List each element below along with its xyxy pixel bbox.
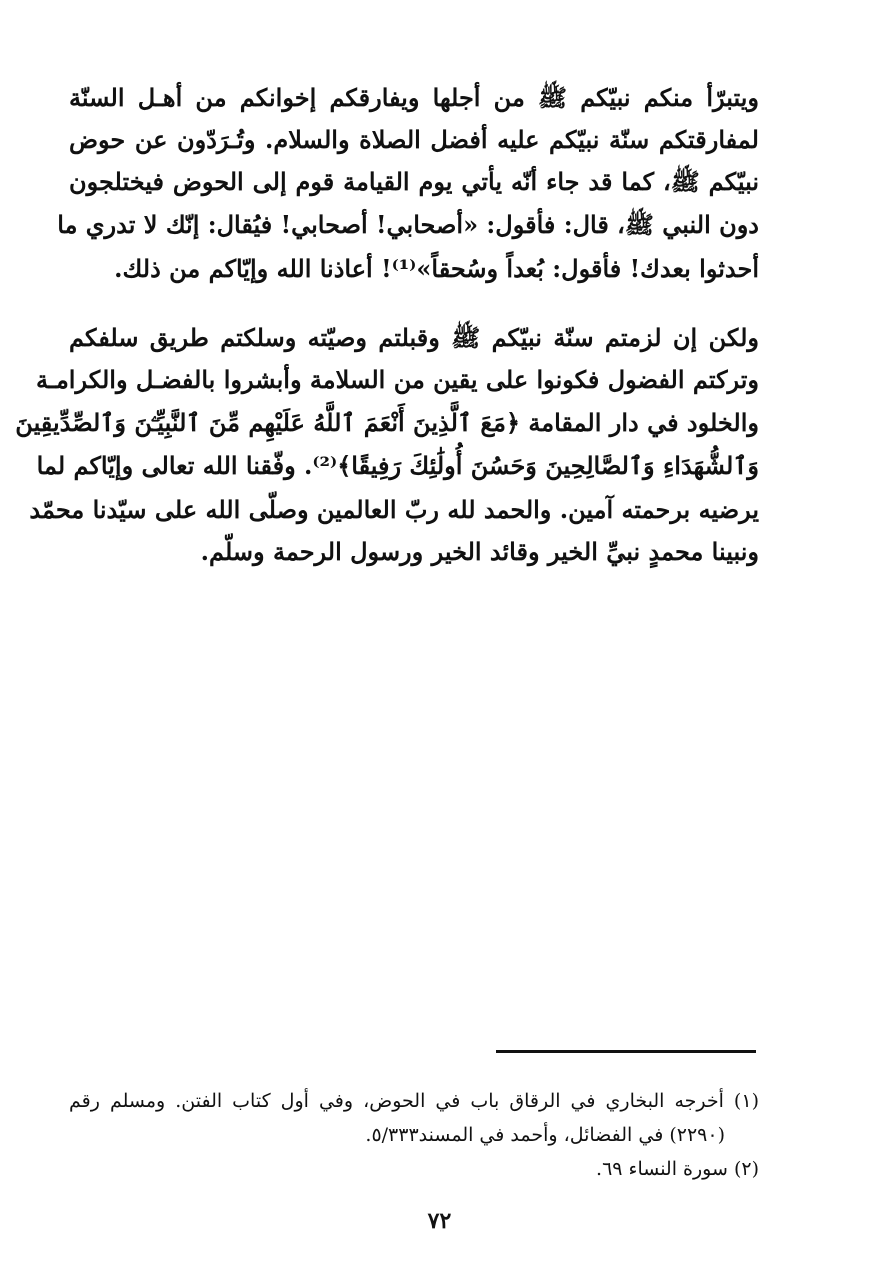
- paragraph2-line-1: ولكن إن لزمتم سنّة نبيّكم ﷺ وقبلتم وصيّته وسلكتم طريق سلفكم: [69, 323, 759, 352]
- paragraph2-line-2: وتركتم الفضول فكونوا على يقين من السلامة وأبشروا بالفضـل والكرامـة: [36, 365, 759, 394]
- paragraph1-line-1: ويتبرّأ منكم نبيّكم ﷺ من أجلها ويفارقكم إخوانكم من أهـل السنّة: [69, 83, 759, 112]
- footnote-separator: [496, 1050, 756, 1053]
- footnote-1-line-1: (١) أخرجه البخاري في الرقاق باب في الحوض، وفي أول كتاب الفتن. ومسلم رقم: [69, 1090, 759, 1112]
- page-number: ٧٢: [427, 1208, 452, 1234]
- paragraph1-line-2: لمفارقتكم سنّة نبيّكم عليه أفضل الصلاة والسلام. وتُـرَدّون عن حوض: [69, 125, 759, 154]
- paragraph2-line-3: والخلود في دار المقامة ﴿مَعَ ٱلَّذِينَ أَنْعَمَ ٱللَّهُ عَلَيْهِم مِّنَ ٱلنَّبِيِّـۧنَ وَٱلصِّدِّيقِينَ: [15, 408, 759, 437]
- paragraph1-line-5: أحدثوا بعدك! فأقول: بُعداً وسُحقاً»⁽¹⁾! أعاذنا الله وإيّاكم من ذلك.: [114, 254, 759, 283]
- paragraph1-line-3: نبيّكم ﷺ، كما قد جاء أنّه يأتي يوم القيامة قوم إلى الحوض فيختلجون: [69, 167, 759, 196]
- paragraph2-line-6: ونبينا محمدٍ نبيِّ الخير وقائد الخير ورسول الرحمة وسلّم.: [200, 537, 759, 566]
- footnote-1-line-2: (٢٢٩٠) في الفضائل، وأحمد في المسند٥/٣٣٣.: [365, 1124, 725, 1146]
- footnote-2: (٢) سورة النساء ٦٩.: [596, 1158, 759, 1180]
- paragraph2-line-4: وَٱلشُّهَدَاءِ وَٱلصَّالِحِينَ وَحَسُنَ أُولَٰئِكَ رَفِيقًا﴾⁽²⁾. وفّقنا الله تعالى وإيّاكم لما: [36, 451, 759, 480]
- paragraph2-line-5: يرضيه برحمته آمين. والحمد لله ربّ العالمين وصلّى الله على سيّدنا محمّد: [29, 495, 759, 524]
- paragraph1-line-4: دون النبي ﷺ، قال: فأقول: «أصحابي! أصحابي! فيُقال: إنّك لا تدري ما: [57, 210, 759, 239]
